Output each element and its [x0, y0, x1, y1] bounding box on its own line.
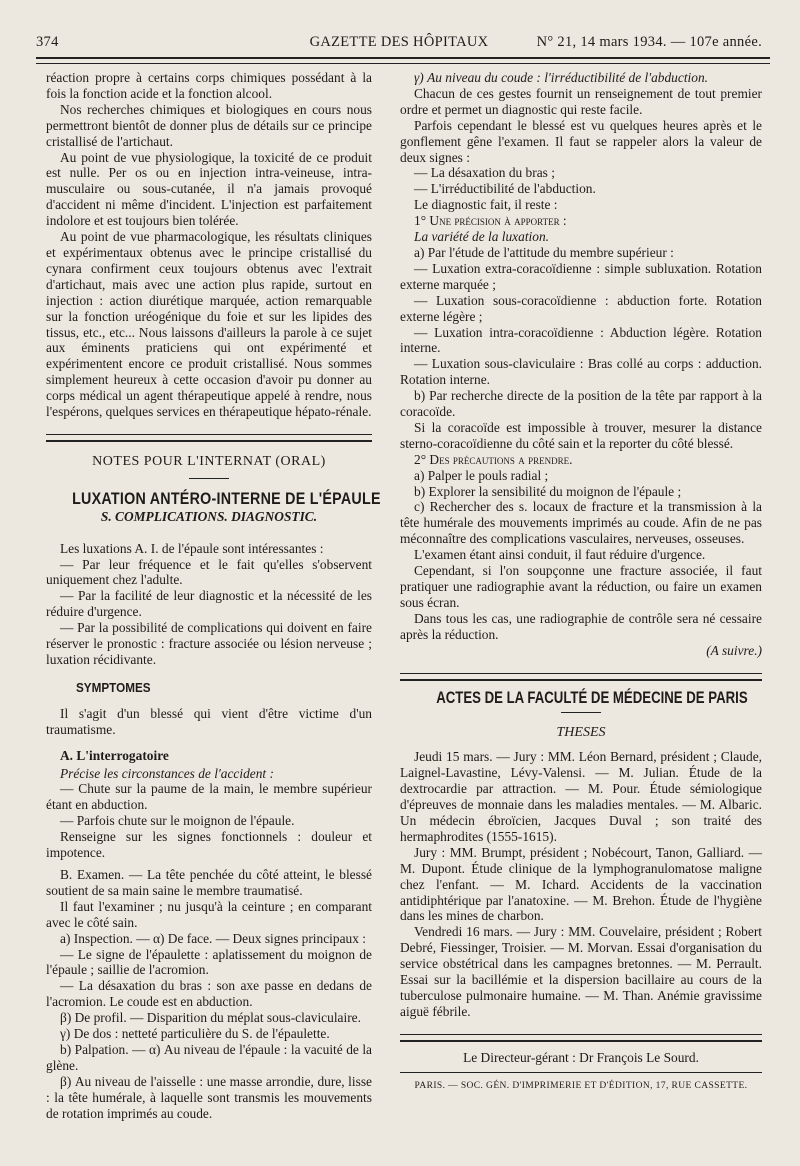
paragraph: b) Explorer la sensibilité du moignon de l'épaule ;	[414, 483, 682, 499]
paragraph: L'examen étant ainsi conduit, il faut réduire d'urgence.	[414, 547, 706, 563]
article-subtitle: S. COMPLICATIONS. DIAGNOSTIC.	[100, 508, 318, 524]
left-column	[46, 70, 381, 1121]
right-column	[400, 70, 762, 1095]
header-rule-thin	[36, 63, 770, 64]
article-title: LUXATION ANTÉRO-INTERNE DE L'ÉPAULE	[72, 488, 381, 508]
paragraph: b) Par recherche directe de la position de la tête par rapport à la coracoïde.	[400, 388, 762, 420]
paragraph: γ) Au niveau du coude : l'irréductibilité de l'abduction.	[414, 70, 708, 85]
paragraph: Jeudi 15 mars. — Jury : MM. Léon Bernard, président ; Claude, Laignel-Lavastine, Lévy-Valensi. — M. Julian. Étude de la dextrocardie par attraction. — M. Pour. Étude sémiologique d'épreuves de monnaie dans les maladies mentales. — M. Albaric. Un médecin ébroïcien, Jacques Duval ; son traité des hermaphrodites (1555-1615).	[400, 749, 762, 844]
symptomes-heading: SYMPTOMES	[76, 679, 151, 695]
section-divider	[400, 1034, 762, 1042]
notes-heading: NOTES POUR L'INTERNAT (ORAL)	[92, 453, 326, 469]
short-divider	[189, 478, 229, 479]
paragraph: réaction propre à certains corps chimiques possédant à la fois la fonction acide et la fonction alcool.	[46, 70, 372, 101]
page-number: 374	[36, 34, 59, 50]
journal-title: GAZETTE DES HÔPITAUX	[309, 34, 489, 50]
paragraph: β) De profil. — Disparition du méplat sous-claviculaire.	[60, 1010, 361, 1026]
paragraph: — Parfois chute sur le moignon de l'épaule.	[60, 813, 295, 829]
paragraph: Nos recherches chimiques et biologiques en cours nous permettront bientôt de donner plus de détails sur ce principe cristallisé de l'artichaut.	[46, 101, 372, 149]
short-divider	[561, 712, 601, 713]
paragraph: — Le signe de l'épaulette : aplatissement du moignon de l'épaule ; saillie de l'acromion.	[46, 946, 372, 978]
paragraph: — Par leur fréquence et le fait qu'elles s'observent uniquement chez l'adulte.	[46, 556, 372, 588]
paragraph: Cependant, si l'on soupçonne une fracture associée, il faut pratiquer une radiographie avant la réduction, ou faire un examen sous écran.	[400, 563, 762, 610]
paragraph: B. Examen. — La tête penchée du côté atteint, le blessé soutient de sa main saine le membre traumatisé.	[46, 866, 372, 898]
paragraph: — La désaxation du bras ;	[414, 165, 555, 181]
paragraph: Si la coracoïde est impossible à trouver, mesurer la distance sterno-coracoïdienne du côté sain et la reporter du côté blessé.	[400, 419, 762, 451]
paragraph: a) Palper le pouls radial ;	[414, 467, 549, 483]
paragraph: Précise les circonstances de l'accident :	[60, 765, 274, 781]
paragraph: Il s'agit d'un blessé qui vient d'être victime d'un traumatisme.	[46, 705, 372, 737]
to-be-continued: (A suivre.)	[706, 642, 762, 658]
paragraph: 2° Des précautions a prendre.	[414, 451, 573, 467]
paragraph: — Luxation sous-claviculaire : Bras collé au corps : adduction. Rotation interne.	[400, 356, 762, 388]
footer-rule	[400, 1072, 762, 1073]
paragraph: Il faut l'examiner ; nu jusqu'à la ceinture ; en comparant avec le côté sain.	[46, 898, 372, 930]
paragraph: — Luxation extra-coracoïdienne : simple subluxation. Rotation externe marquée ;	[400, 260, 762, 292]
paragraph: b) Palpation. — α) Au niveau de l'épaule : la vacuité de la glène.	[46, 1041, 372, 1073]
paragraph: — Chute sur la paume de la main, le membre supérieur étant en abduction.	[46, 781, 372, 813]
paragraph: β) Au niveau de l'aisselle : une masse arrondie, dure, lisse : la tête humérale, à laquelle sont transmis les mouvements de rotation imprimés au coude.	[46, 1073, 372, 1121]
paragraph: Renseigne sur les signes fonctionnels : douleur et impotence.	[46, 829, 372, 861]
paragraph: Jury : MM. Brumpt, président ; Nobécourt, Tanon, Galliard. — M. Dupont. Étude clinique de la lymphogranulomatose maligne chez l'enfant. — M. Ichard. Accidents de la vaccination antidiphtérique par l'anatoxine. — M. Brehon. Étude de l'hygiène dans les mines de charbon.	[400, 844, 762, 924]
paragraph: γ) De dos : netteté particulière du S. de l'épaulette.	[60, 1026, 330, 1042]
paragraph: — L'irréductibilité de l'abduction.	[414, 181, 596, 197]
printer-line: PARIS. — SOC. GÉN. D'IMPRIMERIE ET D'ÉDITION, 17, RUE CASSETTE.	[414, 1080, 748, 1091]
paragraph: Les luxations A. I. de l'épaule sont intéressantes :	[60, 540, 324, 556]
paragraph: — Par la facilité de leur diagnostic et la nécessité de les réduire d'urgence.	[46, 588, 372, 620]
section-divider	[400, 673, 762, 681]
section-divider	[46, 434, 372, 442]
paragraph: Le diagnostic fait, il reste :	[414, 197, 558, 213]
paragraph: Au point de vue physiologique, la toxicité de ce produit est nulle. Per os ou en injection intra-veineuse, intra-musculaire ou sous-cutanée, il n'a jamais provoqué d'accident ni même d'incident. L'injection est parfaitement indolore et est toujours bien tolérée.	[46, 149, 372, 229]
paragraph: 1° Une précision à apporter :	[414, 213, 567, 229]
paragraph: — Luxation intra-coracoïdienne : Abduction légère. Rotation interne.	[400, 324, 762, 356]
issue-info: N° 21, 14 mars 1934. — 107e année.	[536, 34, 762, 50]
signature: Le Directeur-gérant : Dr François Le Sourd.	[463, 1049, 699, 1065]
paragraph: c) Rechercher des s. locaux de fracture et la transmission à la tête humérale des mouvements imprimés au coude. Afin de ne pas méconnaître des complications vasculaires, nerveuses, osseuses.	[400, 499, 762, 547]
paragraph: Au point de vue pharmacologique, les résultats cliniques et expérimentaux obtenus avec le principe cristallisé du cynara confirment ceux toujours obtenus avec l'extrait d'artichaut, mais avec une action plus rapide, surtout en injection : action diurétique marquée, action remarquable sur la fonction uréogénique du foie et sur les lipides des tissus, etc., etc... Nous laissons d'ailleurs la parole à ce sujet aux éminents praticiens qui ont expérimenté et expérimentent encore ce produit cristallisé. Nous sommes simplement heureux à cette occasion d'avoir pu donner au corps médical un agent thérapeutique appelé à rendre, nous l'espérons, quelques services en thérapeutique hépato-rénale.	[46, 229, 372, 420]
paragraph: La variété de la luxation.	[414, 229, 549, 245]
paragraph: — Par la possibilité de complications qui doivent en faire réserver le pronostic : fracture associée ou lésion nerveuse ; luxation récidivante.	[46, 620, 372, 667]
paragraph: Parfois cependant le blessé est vu quelques heures après et le gonflement gêne l'examen. Il faut se rappeler alors la valeur de deux signes :	[400, 117, 762, 165]
page-header	[36, 34, 762, 51]
paragraph: Dans tous les cas, une radiographie de contrôle sera né cessaire après la réduction.	[400, 610, 762, 642]
paragraph: a) Inspection. — α) De face. — Deux signes principaux :	[60, 930, 366, 946]
interrogatoire-heading: A. L'interrogatoire	[60, 747, 169, 763]
faculty-title: ACTES DE LA FACULTÉ DE MÉDECINE DE PARIS	[436, 688, 748, 707]
theses-heading: THESES	[556, 725, 606, 741]
paragraph: — La désaxation du bras : son axe passe en dedans de l'acromion. Le coude est en abduction.	[46, 978, 372, 1010]
paragraph: Chacun de ces gestes fournit un renseignement de tout premier ordre et permet un diagnostic qui reste facile.	[400, 85, 762, 117]
paragraph: a) Par l'étude de l'attitude du membre supérieur :	[414, 244, 674, 260]
paragraph: Vendredi 16 mars. — Jury : MM. Couvelaire, président ; Robert Debré, Fiessinger, Troisier. — M. Morvan. Essai d'organisation du service obstétrical dans les campagnes bretonnes. — M. Perrault. Essai sur la bacillémie et la dispersion bacillaire au cours de la tuberculose pulmonaire humaine. — M. Than. Anémie gravissime aiguë fébrile.	[400, 924, 762, 1019]
paragraph: — Luxation sous-coracoïdienne : abduction forte. Rotation externe légère ;	[400, 292, 762, 324]
header-rule-thick	[36, 57, 770, 59]
